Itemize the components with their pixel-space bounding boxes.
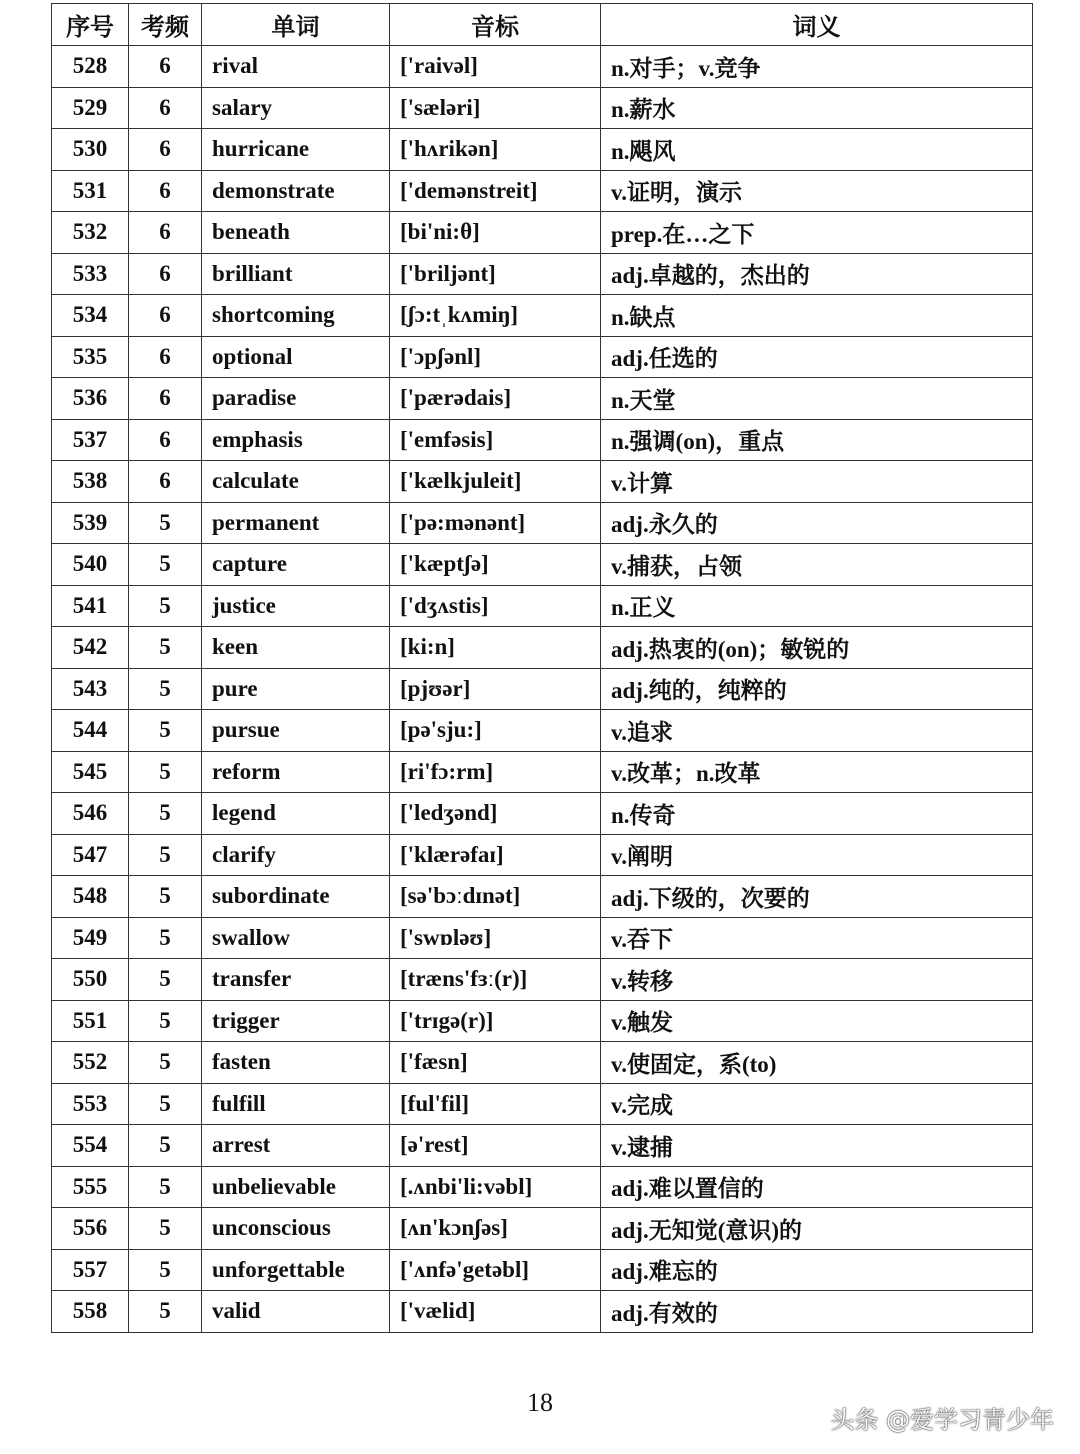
header-word: 单词 — [202, 4, 390, 46]
cell-word: reform — [202, 751, 390, 793]
cell-index: 543 — [52, 668, 129, 710]
table-row — [52, 253, 1033, 295]
cell-meaning: v.转移 — [601, 959, 1033, 1001]
cell-meaning: v.改革；n.改革 — [601, 751, 1033, 793]
table-row — [52, 710, 1033, 752]
cell-word: arrest — [202, 1125, 390, 1167]
cell-phonetic: [ri'fɔ:rm] — [390, 751, 601, 793]
table-row — [52, 627, 1033, 669]
cell-index: 534 — [52, 295, 129, 337]
table-row — [52, 336, 1033, 378]
cell-word: subordinate — [202, 876, 390, 918]
table-row — [52, 295, 1033, 337]
table-row — [52, 1042, 1033, 1084]
cell-frequency: 5 — [129, 1125, 202, 1167]
cell-frequency: 6 — [129, 336, 202, 378]
cell-word: emphasis — [202, 419, 390, 461]
cell-frequency: 5 — [129, 876, 202, 918]
table-row — [52, 212, 1033, 254]
cell-index: 537 — [52, 419, 129, 461]
table-row — [52, 170, 1033, 212]
cell-meaning: adj.难以置信的 — [601, 1166, 1033, 1208]
cell-frequency: 6 — [129, 295, 202, 337]
cell-phonetic: ['dʒʌstis] — [390, 585, 601, 627]
cell-meaning: n.飓风 — [601, 129, 1033, 171]
cell-phonetic: ['klærəfaɪ] — [390, 834, 601, 876]
cell-frequency: 5 — [129, 834, 202, 876]
cell-phonetic: [.ʌnbi'li:vəbl] — [390, 1166, 601, 1208]
cell-meaning: n.对手；v.竞争 — [601, 46, 1033, 88]
cell-frequency: 5 — [129, 1083, 202, 1125]
cell-word: unbelievable — [202, 1166, 390, 1208]
cell-frequency: 6 — [129, 419, 202, 461]
cell-index: 536 — [52, 378, 129, 420]
table-row — [52, 544, 1033, 586]
cell-word: unforgettable — [202, 1249, 390, 1291]
cell-meaning: v.吞下 — [601, 917, 1033, 959]
table-row — [52, 46, 1033, 88]
table-row — [52, 87, 1033, 129]
table-row — [52, 378, 1033, 420]
cell-frequency: 5 — [129, 751, 202, 793]
cell-meaning: v.证明，演示 — [601, 170, 1033, 212]
cell-index: 538 — [52, 461, 129, 503]
table-row — [52, 419, 1033, 461]
cell-meaning: v.捕获，占领 — [601, 544, 1033, 586]
cell-word: swallow — [202, 917, 390, 959]
table-row — [52, 668, 1033, 710]
cell-meaning: v.使固定，系(to) — [601, 1042, 1033, 1084]
cell-frequency: 5 — [129, 585, 202, 627]
table-row — [52, 876, 1033, 918]
cell-phonetic: ['sæləri] — [390, 87, 601, 129]
cell-index: 552 — [52, 1042, 129, 1084]
cell-phonetic: ['vælid] — [390, 1291, 601, 1333]
table-row — [52, 959, 1033, 1001]
cell-meaning: v.逮捕 — [601, 1125, 1033, 1167]
cell-word: optional — [202, 336, 390, 378]
cell-word: fulfill — [202, 1083, 390, 1125]
cell-frequency: 5 — [129, 710, 202, 752]
cell-meaning: n.正义 — [601, 585, 1033, 627]
cell-phonetic: [ʌn'kɔnʃəs] — [390, 1208, 601, 1250]
cell-index: 551 — [52, 1000, 129, 1042]
cell-meaning: v.追求 — [601, 710, 1033, 752]
cell-index: 547 — [52, 834, 129, 876]
cell-frequency: 6 — [129, 87, 202, 129]
table-row — [52, 834, 1033, 876]
cell-meaning: adj.卓越的，杰出的 — [601, 253, 1033, 295]
table-row — [52, 502, 1033, 544]
cell-frequency: 6 — [129, 212, 202, 254]
page-number: 18 — [527, 1388, 553, 1417]
cell-word: brilliant — [202, 253, 390, 295]
cell-phonetic: [ʃɔ:tˌkʌmiŋ] — [390, 295, 601, 337]
cell-index: 545 — [52, 751, 129, 793]
cell-word: beneath — [202, 212, 390, 254]
cell-word: valid — [202, 1291, 390, 1333]
cell-phonetic: ['ʌnfə'getəbl] — [390, 1249, 601, 1291]
cell-word: transfer — [202, 959, 390, 1001]
cell-phonetic: ['emfəsis] — [390, 419, 601, 461]
cell-index: 529 — [52, 87, 129, 129]
cell-word: fasten — [202, 1042, 390, 1084]
cell-frequency: 6 — [129, 461, 202, 503]
table-row — [52, 1166, 1033, 1208]
cell-meaning: n.传奇 — [601, 793, 1033, 835]
cell-frequency: 5 — [129, 1249, 202, 1291]
cell-index: 548 — [52, 876, 129, 918]
cell-index: 550 — [52, 959, 129, 1001]
cell-phonetic: ['fæsn] — [390, 1042, 601, 1084]
table-row — [52, 1083, 1033, 1125]
cell-word: justice — [202, 585, 390, 627]
cell-meaning: prep.在…之下 — [601, 212, 1033, 254]
cell-phonetic: ['hʌrikən] — [390, 129, 601, 171]
cell-word: unconscious — [202, 1208, 390, 1250]
cell-index: 549 — [52, 917, 129, 959]
table-row — [52, 917, 1033, 959]
cell-index: 535 — [52, 336, 129, 378]
cell-index: 531 — [52, 170, 129, 212]
table-row — [52, 129, 1033, 171]
table-row — [52, 461, 1033, 503]
cell-phonetic: ['trɪgə(r)] — [390, 1000, 601, 1042]
cell-word: permanent — [202, 502, 390, 544]
cell-phonetic: [pjʊər] — [390, 668, 601, 710]
cell-index: 557 — [52, 1249, 129, 1291]
cell-phonetic: ['demənstreit] — [390, 170, 601, 212]
cell-index: 546 — [52, 793, 129, 835]
cell-word: hurricane — [202, 129, 390, 171]
cell-word: capture — [202, 544, 390, 586]
cell-word: pursue — [202, 710, 390, 752]
cell-phonetic: ['raivəl] — [390, 46, 601, 88]
cell-meaning: adj.热衷的(on)；敏锐的 — [601, 627, 1033, 669]
cell-index: 532 — [52, 212, 129, 254]
cell-phonetic: [træns'fɜː(r)] — [390, 959, 601, 1001]
cell-index: 544 — [52, 710, 129, 752]
cell-meaning: adj.有效的 — [601, 1291, 1033, 1333]
header-frequency: 考频 — [129, 4, 202, 46]
cell-phonetic: ['pærədais] — [390, 378, 601, 420]
cell-phonetic: [pə'sju:] — [390, 710, 601, 752]
cell-meaning: n.缺点 — [601, 295, 1033, 337]
cell-index: 539 — [52, 502, 129, 544]
cell-frequency: 5 — [129, 544, 202, 586]
cell-meaning: n.天堂 — [601, 378, 1033, 420]
cell-index: 528 — [52, 46, 129, 88]
cell-meaning: v.完成 — [601, 1083, 1033, 1125]
cell-frequency: 6 — [129, 253, 202, 295]
cell-meaning: v.阐明 — [601, 834, 1033, 876]
cell-meaning: v.触发 — [601, 1000, 1033, 1042]
table-row — [52, 793, 1033, 835]
cell-frequency: 5 — [129, 627, 202, 669]
table-row — [52, 1208, 1033, 1250]
cell-phonetic: [ki:n] — [390, 627, 601, 669]
cell-frequency: 5 — [129, 1000, 202, 1042]
cell-word: shortcoming — [202, 295, 390, 337]
cell-phonetic: ['pə:mənənt] — [390, 502, 601, 544]
cell-word: rival — [202, 46, 390, 88]
cell-frequency: 5 — [129, 793, 202, 835]
cell-meaning: adj.无知觉(意识)的 — [601, 1208, 1033, 1250]
cell-meaning: n.强调(on)，重点 — [601, 419, 1033, 461]
cell-meaning: adj.永久的 — [601, 502, 1033, 544]
cell-meaning: adj.下级的，次要的 — [601, 876, 1033, 918]
cell-phonetic: ['ledʒənd] — [390, 793, 601, 835]
table-row — [52, 1291, 1033, 1333]
cell-phonetic: [ə'rest] — [390, 1125, 601, 1167]
cell-word: clarify — [202, 834, 390, 876]
cell-phonetic: ['kæptʃə] — [390, 544, 601, 586]
cell-index: 542 — [52, 627, 129, 669]
cell-phonetic: ['ɔpʃənl] — [390, 336, 601, 378]
cell-index: 558 — [52, 1291, 129, 1333]
cell-index: 554 — [52, 1125, 129, 1167]
cell-phonetic: ['briljənt] — [390, 253, 601, 295]
cell-meaning: adj.难忘的 — [601, 1249, 1033, 1291]
cell-word: keen — [202, 627, 390, 669]
cell-frequency: 5 — [129, 1208, 202, 1250]
cell-phonetic: ['kælkjuleit] — [390, 461, 601, 503]
cell-frequency: 5 — [129, 1042, 202, 1084]
header-meaning: 词义 — [601, 4, 1033, 46]
cell-frequency: 5 — [129, 917, 202, 959]
table-row — [52, 1249, 1033, 1291]
cell-frequency: 6 — [129, 129, 202, 171]
cell-meaning: adj.任选的 — [601, 336, 1033, 378]
cell-frequency: 5 — [129, 502, 202, 544]
cell-index: 541 — [52, 585, 129, 627]
cell-frequency: 5 — [129, 959, 202, 1001]
cell-frequency: 5 — [129, 1291, 202, 1333]
cell-frequency: 6 — [129, 378, 202, 420]
cell-word: trigger — [202, 1000, 390, 1042]
cell-word: demonstrate — [202, 170, 390, 212]
cell-phonetic: [ful'fil] — [390, 1083, 601, 1125]
cell-index: 555 — [52, 1166, 129, 1208]
cell-word: calculate — [202, 461, 390, 503]
cell-phonetic: [bi'ni:θ] — [390, 212, 601, 254]
cell-index: 533 — [52, 253, 129, 295]
cell-word: legend — [202, 793, 390, 835]
table-row — [52, 1125, 1033, 1167]
cell-index: 530 — [52, 129, 129, 171]
watermark: 头条 @爱学习青少年 — [830, 1406, 1054, 1434]
cell-meaning: n.薪水 — [601, 87, 1033, 129]
cell-word: pure — [202, 668, 390, 710]
cell-phonetic: [sə'bɔːdɪnət] — [390, 876, 601, 918]
vocabulary-table — [51, 3, 1033, 1333]
header-phonetic: 音标 — [390, 4, 601, 46]
cell-meaning: v.计算 — [601, 461, 1033, 503]
cell-frequency: 5 — [129, 668, 202, 710]
cell-word: paradise — [202, 378, 390, 420]
cell-index: 553 — [52, 1083, 129, 1125]
cell-phonetic: ['swɒləʊ] — [390, 917, 601, 959]
cell-frequency: 6 — [129, 46, 202, 88]
cell-index: 540 — [52, 544, 129, 586]
cell-index: 556 — [52, 1208, 129, 1250]
table-row — [52, 1000, 1033, 1042]
table-header-row — [52, 4, 1033, 46]
cell-meaning: adj.纯的，纯粹的 — [601, 668, 1033, 710]
cell-word: salary — [202, 87, 390, 129]
header-index: 序号 — [52, 4, 129, 46]
table-row — [52, 751, 1033, 793]
cell-frequency: 5 — [129, 1166, 202, 1208]
cell-frequency: 6 — [129, 170, 202, 212]
table-row — [52, 585, 1033, 627]
